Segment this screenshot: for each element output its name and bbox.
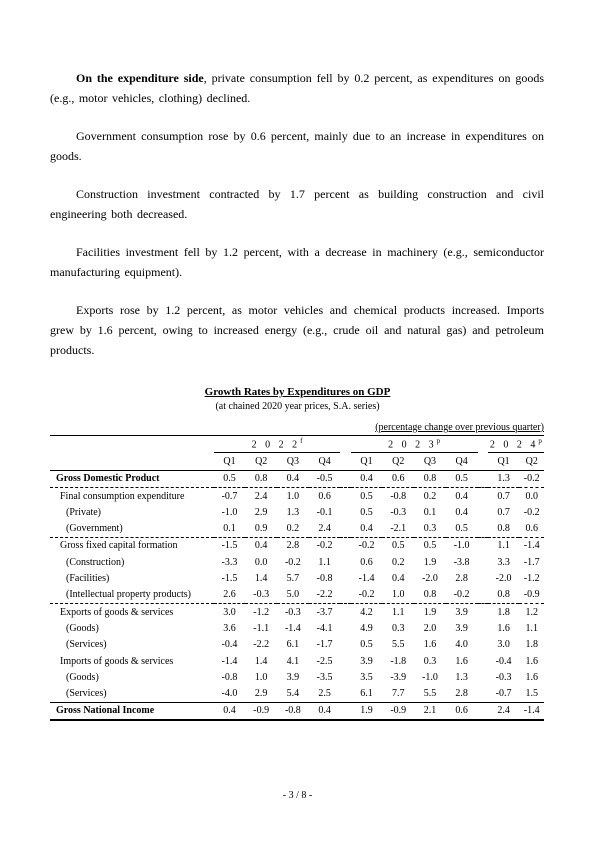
table-cell: 1.8 [525,639,538,651]
table-cell: -3.8 [453,556,470,568]
table-cell: -1.1 [253,622,270,634]
table-cell: -4.1 [316,622,333,634]
table-cell: -0.2 [284,556,301,568]
row-label: Gross Domestic Product [50,470,214,487]
table-cell: -0.2 [351,587,383,604]
quarter-header: Q2 [245,453,277,470]
table-cell: 5.4 [286,688,300,700]
table-cell: -1.8 [390,655,407,667]
row-label: (Services) [66,688,107,700]
table-cell: -1.4 [358,573,375,585]
table-cell: -4.0 [221,688,238,700]
table-cell: -1.0 [422,671,438,683]
table-cell: 1.9 [351,702,383,720]
quarter-header: Q4 [309,453,341,470]
table-cell: -0.3 [284,606,301,618]
table-cell: 5.7 [286,573,300,585]
table-cell: 3.9 [455,606,468,618]
table-cell: 3.3 [497,556,510,568]
table-cell: -0.1 [316,506,333,518]
quarter-header: Q1 [351,453,383,470]
table-cell: 0.5 [360,639,373,651]
table-cell: 1.9 [423,606,437,618]
table-cell: 2.8 [455,688,468,700]
row-label: (Facilities) [66,573,110,585]
table-cell: 1.4 [254,573,268,585]
table-cell: 1.6 [525,671,538,683]
table-cell: 0.5 [360,506,373,518]
table-cell: 0.6 [382,470,414,487]
table-cell: 1.5 [525,688,538,700]
table-cell: 0.9 [245,520,277,537]
table-year-header-row [50,436,544,453]
table-cell: -0.8 [390,490,407,502]
table-row [50,637,544,653]
table-row [50,603,544,620]
table-cell: -1.4 [523,540,540,552]
table-row [50,570,544,586]
table-row [50,487,544,504]
table-cell: -0.7 [495,688,512,700]
table-cell: 4.1 [286,655,300,667]
table-subtitle: (at chained 2020 year prices, S.A. series) [215,401,380,412]
table-cell: -0.2 [316,540,333,552]
table-cell: 0.6 [446,702,478,720]
table-cell: 0.6 [318,490,331,502]
table-cell: -0.2 [358,540,375,552]
table-cell: -1.7 [523,556,540,568]
table-cell: 1.3 [286,506,300,518]
table-cell: 6.1 [360,688,373,700]
row-label: (Goods) [66,622,99,634]
table-cell: 0.0 [254,556,268,568]
table-cell: -1.7 [316,639,333,651]
table-cell: 0.5 [446,470,478,487]
table-cell: 0.4 [455,506,468,518]
table-cell: 4.0 [455,639,468,651]
table-cell: 1.1 [318,556,331,568]
table-cell: -0.3 [495,671,512,683]
table-cell: 0.8 [414,470,446,487]
table-cell: -0.8 [221,671,238,683]
table-cell: -0.8 [316,573,333,585]
table-cell: 1.9 [423,556,437,568]
table-cell: -2.5 [316,655,333,667]
table-cell: 0.5 [391,540,405,552]
paragraph-construction-investment [50,184,544,224]
table-cell: 2.1 [414,702,446,720]
table-cell: 0.5 [423,540,437,552]
table-cell: -0.8 [277,702,309,720]
table-cell: 5.5 [423,688,437,700]
row-label: (Government) [50,520,214,537]
table-row [50,520,544,537]
table-row [50,702,544,720]
table-cell: 5.5 [391,639,405,651]
table-row [50,537,544,554]
table-cell: -2.2 [309,587,341,604]
table-cell: -0.4 [221,639,238,651]
table-cell: 1.0 [286,490,300,502]
quarter-header: Q1 [488,453,520,470]
table-cell: -0.2 [523,506,540,518]
table-cell: 2.4 [309,520,341,537]
paragraph-facilities-investment [50,242,544,282]
table-cell: -1.0 [453,540,470,552]
table-cell: -1.4 [221,655,238,667]
table-title: Growth Rates by Expenditures on GDP [204,386,391,398]
table-cell: 1.0 [382,587,414,604]
table-cell: -2.0 [422,573,438,585]
table-cell: 0.5 [446,520,478,537]
paragraph-exports-imports [50,300,544,360]
table-cell: 1.1 [525,622,538,634]
table-cell: -2.0 [495,573,512,585]
quarter-header: Q2 [519,453,544,470]
table-cell: -1.0 [221,506,238,518]
table-cell: 0.6 [519,520,544,537]
table-cell: 0.7 [497,490,510,502]
table-cell: 0.4 [309,702,341,720]
table-cell: 0.1 [214,520,246,537]
paragraph-text: Facilities investment fell by 1.2 percent, with a decrease in machinery (e.g., semiconductor manufacturing equipment). [50,245,544,279]
quarter-header: Q3 [277,453,309,470]
table-cell: 1.1 [391,606,405,618]
table-row [50,669,544,685]
paragraph-bold-lead: On the expenditure side [76,71,204,85]
row-label: (Private) [66,506,101,518]
table-cell: 1.1 [497,540,510,552]
table-cell: -0.2 [519,470,544,487]
table-cell: 0.3 [414,520,446,537]
table-cell: 3.9 [455,622,468,634]
table-cell: 0.8 [245,470,277,487]
quarter-header: Q1 [214,453,246,470]
table-cell: 0.2 [277,520,309,537]
table-cell: 1.2 [525,606,538,618]
table-cell: 0.4 [351,520,383,537]
table-row [50,653,544,669]
table-cell: 1.6 [455,655,468,667]
table-cell: 2.5 [318,688,331,700]
table-cell: -3.3 [221,556,238,568]
quarter-header: Q3 [414,453,446,470]
table-cell: -2.2 [253,639,270,651]
table-cell: -1.4 [519,702,544,720]
table-cell: -1.5 [221,540,238,552]
table-cell: -0.9 [519,587,544,604]
table-cell: -0.3 [390,506,407,518]
table-cell: 3.0 [497,639,510,651]
table-quarter-header-row [50,453,544,470]
table-cell: 0.5 [214,470,246,487]
paragraph-government-consumption [50,126,544,166]
row-label: Final consumption expenditure [60,490,185,502]
row-label: (Intellectual property products) [50,587,214,604]
table-cell: 0.4 [214,702,246,720]
paragraph-text: Construction investment contracted by 1.7 percent as building construction and civil engineering both decreased. [50,187,544,221]
table-cell: 0.0 [525,490,538,502]
table-cell: 2.6 [214,587,246,604]
table-row [50,554,544,570]
row-label: (Goods) [66,671,99,683]
paragraph-text: Exports rose by 1.2 percent, as motor vehicles and chemical products increased. Imports grew by 1.6 percent, owing to increased energy (e.g., crude oil and natural gas) and petroleum products. [50,303,544,357]
table-cell: -0.5 [309,470,341,487]
quarter-header: Q4 [446,453,478,470]
table-cell: -3.5 [316,671,333,683]
row-label: Gross National Income [50,702,214,720]
table-cell: -2.1 [382,520,414,537]
year-header: 2 0 2 4$^p$ [488,436,544,453]
row-label: (Services) [66,639,107,651]
table-cell: 0.2 [391,556,405,568]
table-cell: -0.4 [495,655,512,667]
table-cell: 0.8 [414,587,446,604]
table-cell: 2.8 [455,573,468,585]
table-cell: 0.8 [488,587,520,604]
table-cell: -1.2 [523,573,540,585]
table-cell: -1.2 [253,606,270,618]
table-cell: -0.9 [245,702,277,720]
table-cell: -3.9 [390,671,407,683]
table-cell: 0.4 [277,470,309,487]
table-cell: 0.4 [351,470,383,487]
table-cell: 3.5 [360,671,373,683]
table-row [50,587,544,604]
paragraph-text: , private consumption fell by 0.2 percent, as expenditures on goods (e.g., motor vehicles, clothing) declined. [50,71,545,105]
quarter-header: Q2 [382,453,414,470]
page-number: - 3 / 8 - [282,790,313,801]
table-cell: 1.6 [497,622,510,634]
table-cell: 7.7 [391,688,405,700]
table-cell: 1.4 [254,655,268,667]
table-cell: 1.8 [497,606,510,618]
table-cell: 2.9 [254,688,268,700]
table-cell: 1.3 [455,671,468,683]
table-row [50,470,544,487]
table-cell: 2.4 [488,702,520,720]
table-cell: 0.4 [391,573,405,585]
table-cell: 2.4 [254,490,268,502]
table-cell: -0.9 [382,702,414,720]
paragraph-expenditure-side [50,68,544,108]
table-cell: 6.1 [286,639,300,651]
table-cell: 3.6 [223,622,236,634]
table-cell: 0.6 [360,556,373,568]
table-cell: 0.3 [391,622,405,634]
table-row [50,620,544,636]
table-cell: -1.4 [284,622,301,634]
table-cell: 3.9 [286,671,300,683]
table-cell: 0.5 [360,490,373,502]
table-cell: 1.6 [423,639,437,651]
table-unit-note: (percentage change over previous quarter) [375,422,544,433]
table-row [50,685,544,702]
table-cell: -0.2 [446,587,478,604]
row-label: (Construction) [66,556,125,568]
table-cell: 2.0 [423,622,437,634]
table-cell: 0.4 [254,540,268,552]
table-cell: 4.2 [360,606,373,618]
row-label: Exports of goods & services [60,606,174,618]
table-cell: 0.3 [423,655,437,667]
table-cell: 1.6 [525,655,538,667]
table-row [50,504,544,520]
table-body [50,470,544,720]
gdp-growth-table [50,435,544,721]
table-cell: 0.8 [488,520,520,537]
table-cell: 3.9 [360,655,373,667]
table-cell: 0.1 [423,506,437,518]
table-cell: 2.9 [254,506,268,518]
paragraph-text: Government consumption rose by 0.6 percent, mainly due to an increase in expenditures on goods. [50,129,544,163]
table-cell: -1.5 [221,573,238,585]
table-cell: 0.4 [455,490,468,502]
table-cell: -0.7 [221,490,238,502]
table-cell: 2.8 [286,540,300,552]
table-cell: 0.7 [497,506,510,518]
row-label: Imports of goods & services [60,655,174,667]
table-cell: 1.0 [254,671,268,683]
table-cell: 3.0 [223,606,236,618]
table-cell: -0.3 [245,587,277,604]
table-cell: 5.0 [277,587,309,604]
year-header: 2 0 2 2$^f$ [214,436,341,453]
year-header: 2 0 2 3$^p$ [351,436,478,453]
table-cell: 0.2 [423,490,437,502]
row-label: Gross fixed capital formation [60,540,178,552]
table-cell: -3.7 [316,606,333,618]
table-cell: 4.9 [360,622,373,634]
table-cell: 1.3 [488,470,520,487]
